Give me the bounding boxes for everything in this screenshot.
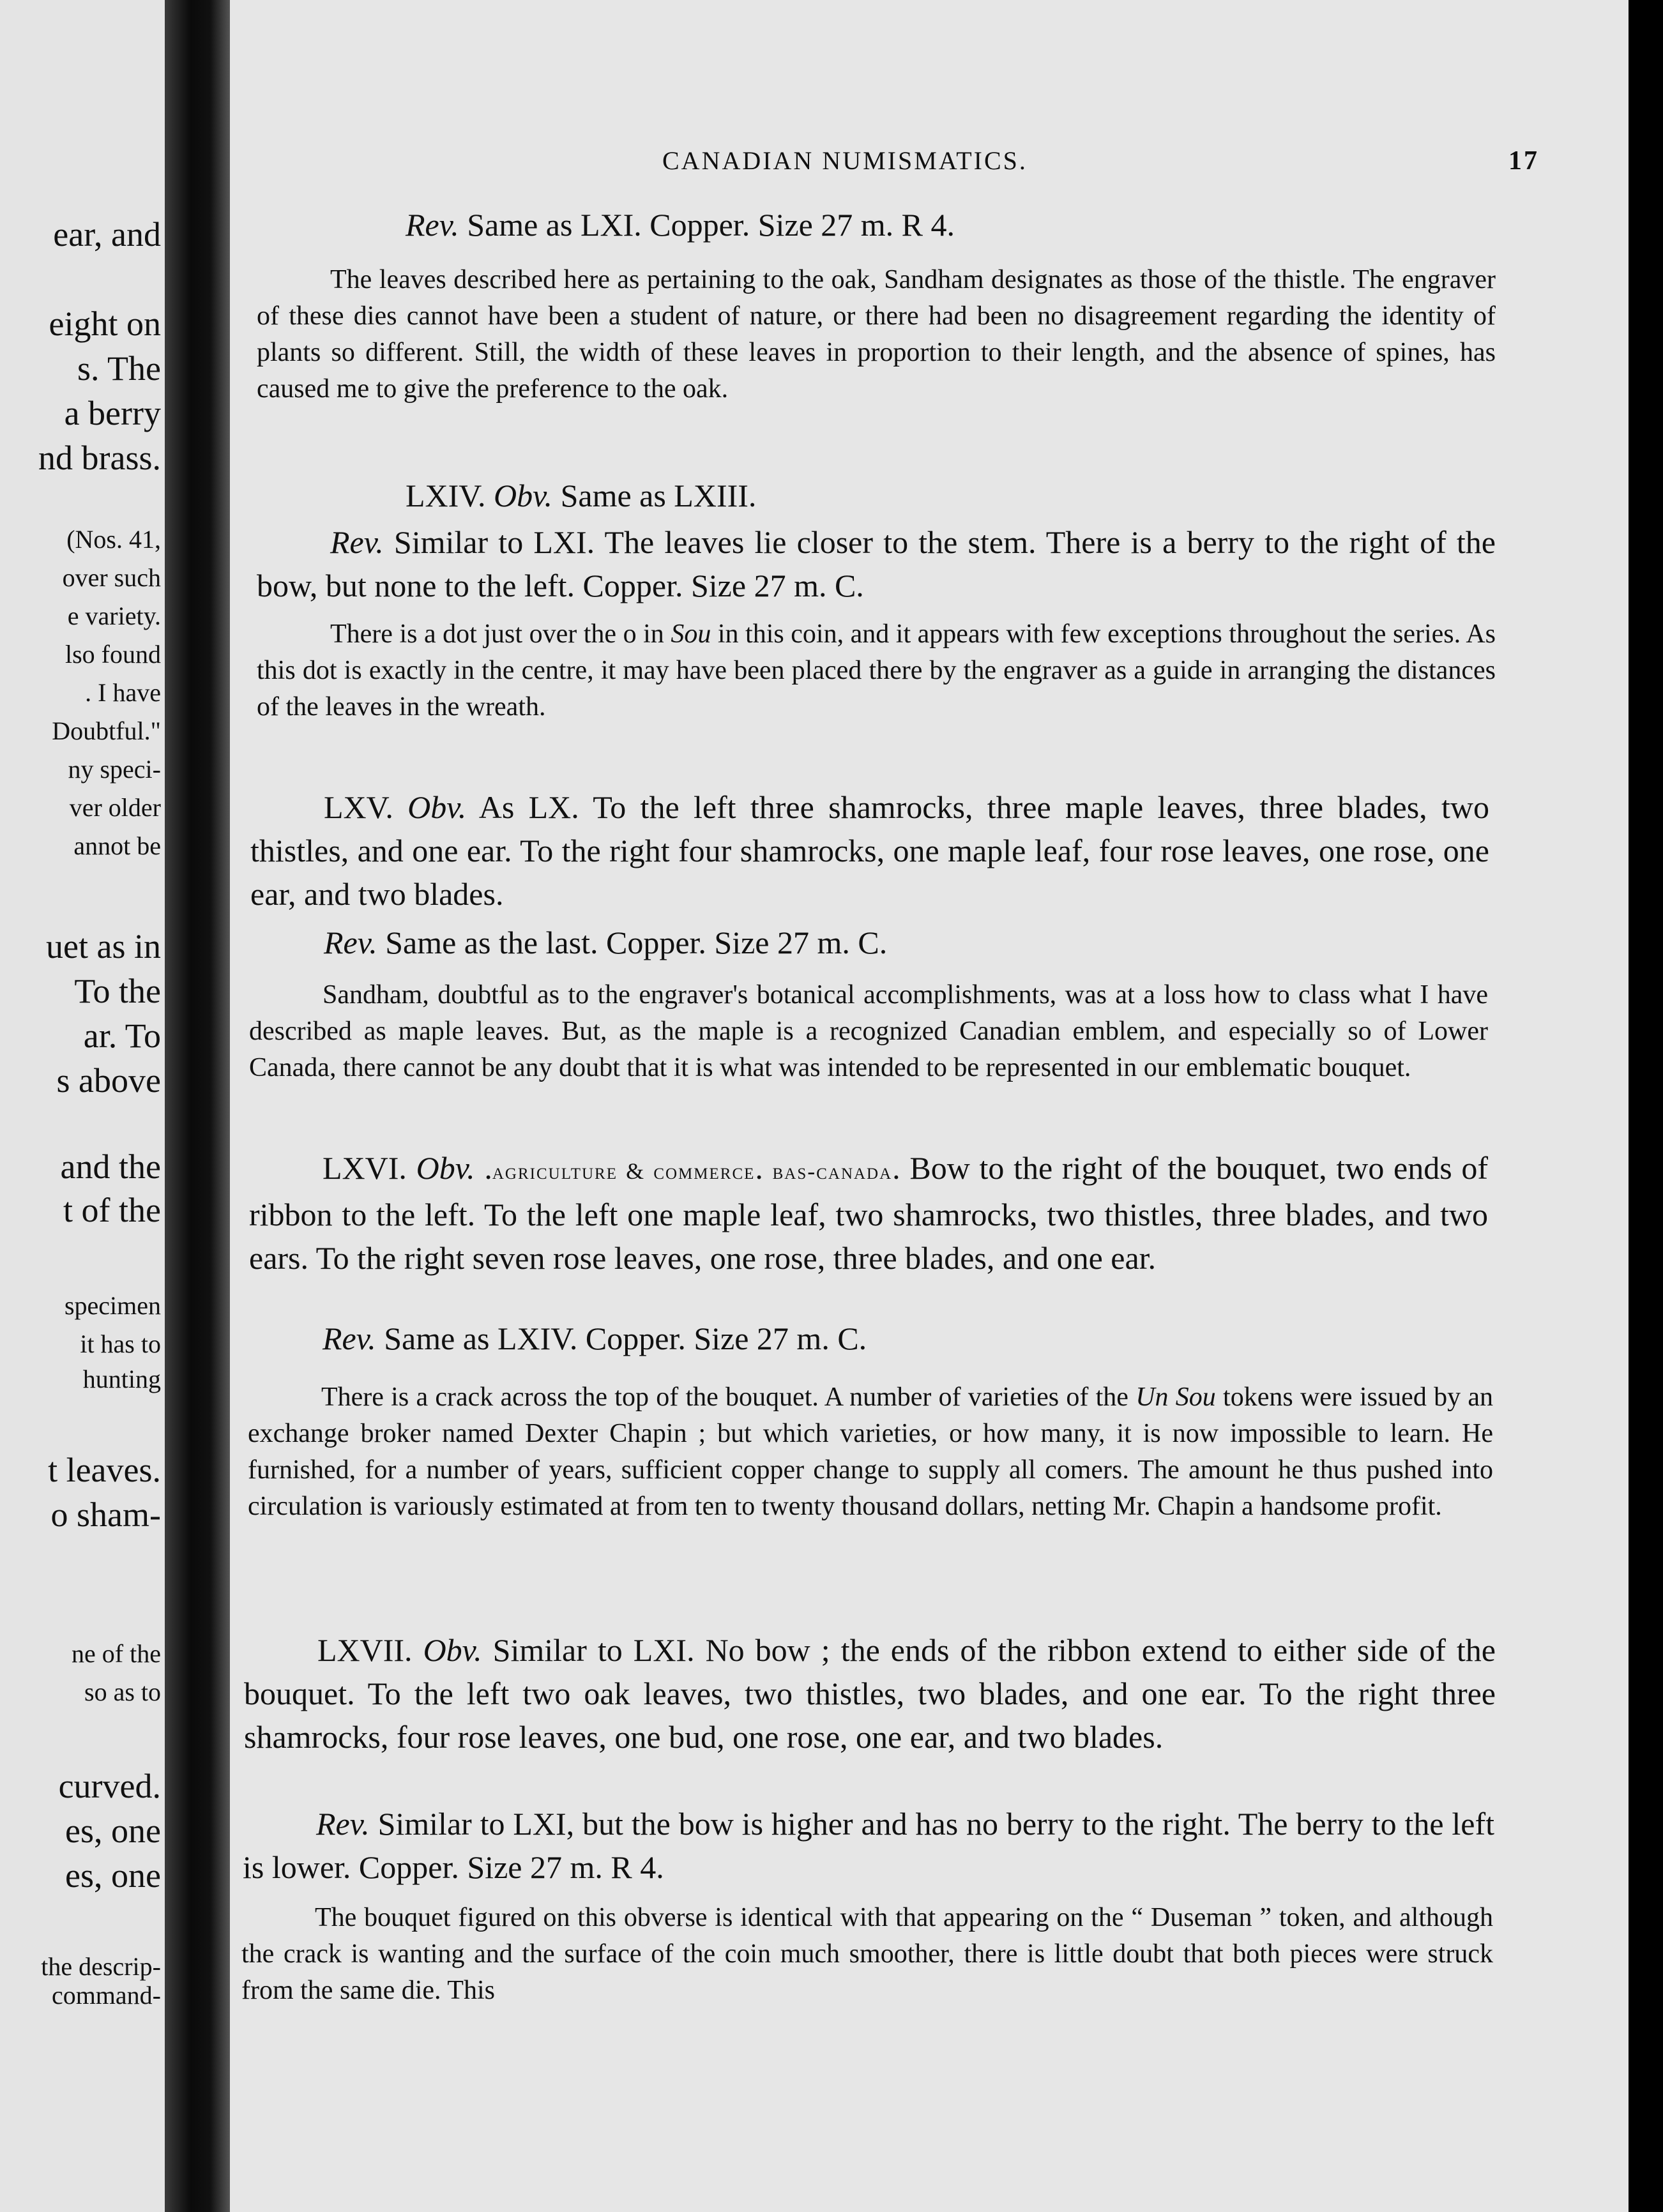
paragraph-lxvi-note <box>248 1379 1493 1525</box>
text-run: in this coin, and it appears with few exceptions throughout the series. As this dot is exactly in the centre, it may have been placed there by the engraver as a guide in arranging the distances of the leaves in the wreath. <box>257 619 1496 722</box>
text-run: LXVI. <box>323 1150 416 1186</box>
side-label: Rev. <box>406 207 459 243</box>
paragraph-lxv-note <box>249 977 1488 1086</box>
running-title: CANADIAN NUMISMATICS. <box>662 146 1028 175</box>
text-run: There is a dot just over the o in <box>330 619 671 649</box>
left-page-line: s. The <box>77 349 161 388</box>
italic-term: Un Sou <box>1135 1382 1216 1412</box>
text-run: Same as LXIII. <box>552 478 757 513</box>
left-page-line: specimen <box>64 1291 161 1320</box>
left-page-line: ar. To <box>83 1017 161 1055</box>
text-run: Same as LXIV. Copper. Size 27 m. C. <box>376 1321 867 1356</box>
left-page-line: lso found <box>65 640 161 669</box>
left-page-line: ver older <box>69 793 161 822</box>
left-page-line: es, one <box>65 1856 161 1895</box>
left-page-line: it has to <box>80 1329 161 1358</box>
paragraph-lxvii-rev <box>243 1802 1494 1889</box>
paragraph-lxv-rev <box>250 921 1489 964</box>
left-page-line: (Nos. 41, <box>66 525 161 554</box>
left-page-line: over such <box>62 563 161 592</box>
paragraph-lxv-obv <box>250 785 1489 916</box>
paragraph-lxiv-note <box>257 616 1496 725</box>
side-label: Rev. <box>324 925 377 960</box>
left-page-line: hunting <box>82 1365 161 1393</box>
book-gutter <box>165 0 230 2212</box>
paragraph-lxi-rev <box>332 203 1539 246</box>
text-run: LXV. <box>324 789 408 825</box>
side-label: Obv. <box>416 1150 475 1186</box>
left-page-fragment <box>0 0 165 2212</box>
legend-text: bas-canada <box>772 1158 893 1184</box>
paragraph-lxvi-rev <box>249 1317 1488 1360</box>
text-run: tokens were issued by an exchange broker named Dexter Chapin ; but which varieties, or how many, it is now impossible to learn. He furnished, for a number of years, sufficient copper change to supply all comers. The amount he thus pushed into circulation is variously estimated at from ten to twenty thousand dollars, netting Mr. Chapin a handsome profit. <box>248 1382 1493 1521</box>
left-page-line: s above <box>56 1061 161 1100</box>
paragraph-lxvi-obv <box>249 1146 1488 1280</box>
text-run: . <box>755 1150 773 1186</box>
side-label: Rev. <box>330 524 384 560</box>
text-run: Sandham, doubtful as to the engraver's botanical accomplishments, was at a loss how to class what I have described as maple leaves. But, as the maple is a recognized Canadian emblem, and especially so of Lower Canada, there cannot be any doubt that it is what was intended to be represented in our emblematic bouquet. <box>249 980 1488 1082</box>
left-page-line: annot be <box>73 831 161 860</box>
left-page-line: a berry <box>64 394 161 432</box>
left-page-line: o sham- <box>50 1496 161 1534</box>
side-label: Obv. <box>423 1632 482 1668</box>
left-page-line: eight on <box>49 305 161 343</box>
text-run: Similar to LXI. The leaves lie closer to the stem. There is a berry to the right of the bow, but none to the left. Copper. Size 27 m. C. <box>257 524 1496 603</box>
side-label: Rev. <box>323 1321 376 1356</box>
page-body <box>230 0 1629 2212</box>
left-page-line: ne of the <box>72 1639 161 1668</box>
left-page-line: To the <box>74 972 161 1010</box>
paragraph-lxvii-obv <box>244 1628 1496 1759</box>
page-number: 17 <box>1508 146 1539 176</box>
left-page-line: e variety. <box>67 602 161 630</box>
left-page-line: so as to <box>84 1678 161 1706</box>
left-page-line: command- <box>51 1981 161 2010</box>
text-run: As LX. To the left three shamrocks, three maple leaves, three blades, two thistles, and one ear. To the right four shamrocks, one maple leaf, four rose leaves, one rose, one ear, and two blades. <box>250 789 1489 912</box>
left-page-line: es, one <box>65 1812 161 1850</box>
text-run: Similar to LXI, but the bow is higher and has no berry to the right. The berry to the left is lower. Copper. Size 27 m. R 4. <box>243 1806 1494 1885</box>
left-page-line: ear, and <box>53 215 161 254</box>
side-label: Obv. <box>493 478 553 513</box>
left-page-line: and the <box>60 1148 161 1186</box>
paragraph-lxiv-obv <box>332 474 1533 517</box>
left-page-line: ny speci- <box>68 755 161 784</box>
text-run: LXVII. <box>317 1632 423 1668</box>
text-run: The leaves described here as pertaining to the oak, Sandham designates as those of the thistle. The engraver of these dies cannot have been a student of nature, or there had been no disagreement regarding the identity of plants so different. Still, the width of these leaves in proportion to their length, and the absence of spines, has caused me to give the preference to the oak. <box>257 265 1496 404</box>
left-page-line: the descrip- <box>41 1952 161 1981</box>
italic-term: Sou <box>671 619 711 649</box>
side-label: Rev. <box>316 1806 370 1842</box>
text-run: The bouquet figured on this obverse is identical with that appearing on the “ Duseman ” token, and although the crack is wanting and the surface of the coin much smoother, there is little doubt that both pieces were struck from the same die. This <box>241 1903 1493 2005</box>
legend-text: agriculture & commerce <box>492 1158 756 1184</box>
text-run: . <box>475 1150 492 1186</box>
left-page-line: Doubtful." <box>52 716 161 745</box>
scan-border <box>1629 0 1663 2212</box>
text-run: Same as LXI. Copper. Size 27 m. R 4. <box>459 207 955 243</box>
text-run: Similar to LXI. No bow ; the ends of the ribbon extend to either side of the bouquet. To the left two oak leaves, two thistles, two blades, and one ear. To the right three shamrocks, four rose leaves, one bud, one rose, one ear, and two blades. <box>244 1632 1496 1755</box>
left-page-line: t leaves. <box>48 1451 161 1489</box>
paragraph-lxvii-note <box>241 1900 1493 2009</box>
left-page-line: nd brass. <box>38 439 161 477</box>
left-page-line: uet as in <box>46 927 161 966</box>
text-run: There is a crack across the top of the bouquet. A number of varieties of the <box>321 1382 1136 1412</box>
left-page-line: . I have <box>85 678 161 707</box>
text-run: LXIV. <box>406 478 494 513</box>
left-page-line: t of the <box>63 1191 161 1229</box>
side-label: Obv. <box>407 789 467 825</box>
text-run: Same as the last. Copper. Size 27 m. C. <box>377 925 888 960</box>
paragraph-lxiv-rev <box>257 520 1496 607</box>
paragraph-lxi-note <box>257 262 1496 407</box>
text-run: . Bow to the right of the bouquet, two ends of ribbon to the left. To the left one maple leaf, two shamrocks, two thistles, three blades, and two ears. To the right seven rose leaves, one rose, three blades, and one ear. <box>249 1150 1488 1276</box>
page <box>230 0 1629 2212</box>
left-page-line: curved. <box>58 1767 161 1805</box>
